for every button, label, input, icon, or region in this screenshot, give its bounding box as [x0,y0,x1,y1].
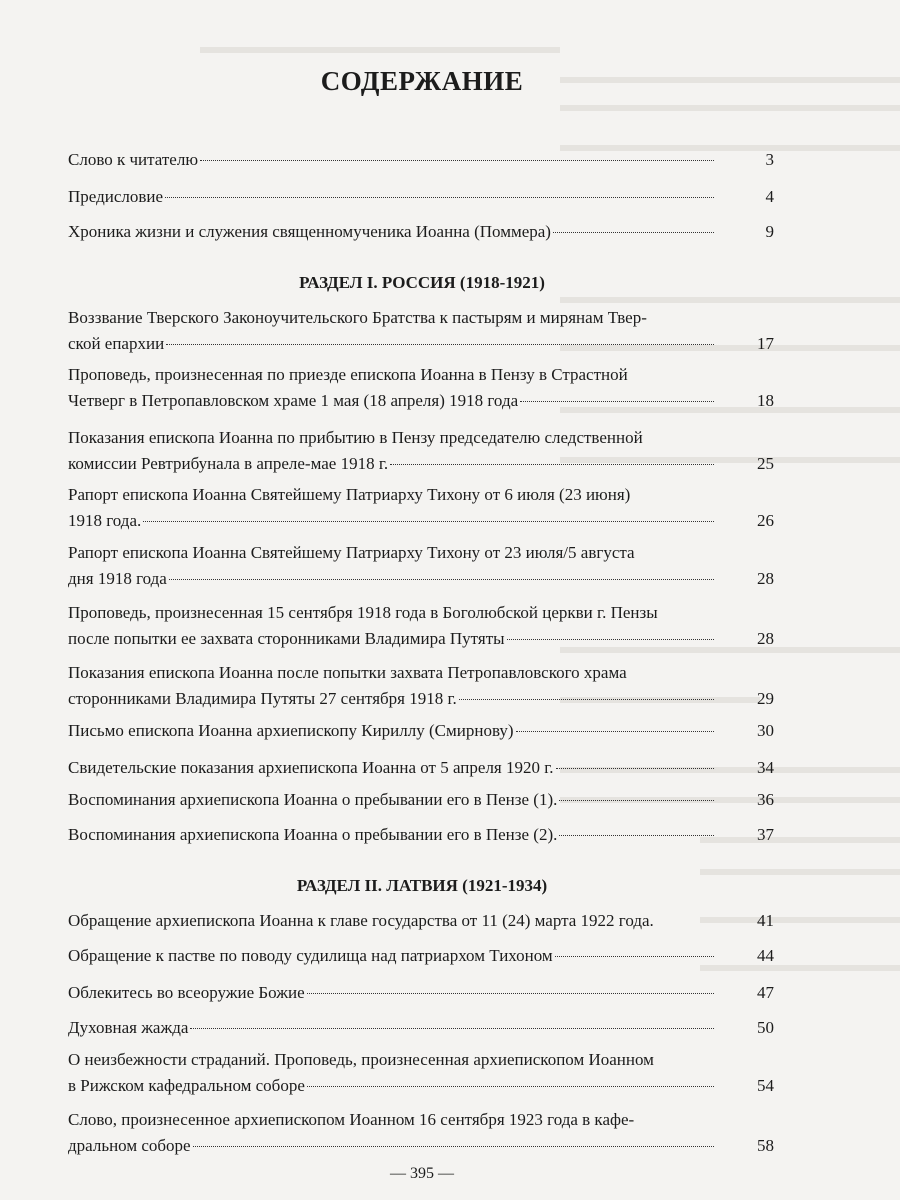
entry-text: дня 1918 года [68,569,167,588]
toc-entry [68,362,774,414]
page-number: 25 [757,454,774,473]
dot-leader [190,1028,714,1029]
page-folio: — 395 — [390,1165,454,1182]
dot-leader [553,232,714,233]
entry-text: после попытки ее захвата сторонниками Владимира Путяты [68,629,505,648]
entry-text: Воззвание Тверского Законоучительского Братства к пастырям и мирянам Твер- [68,308,647,327]
toc-entry [68,1107,774,1159]
toc-entry [68,219,774,245]
entry-text: Воспоминания архиепископа Иоанна о пребывании его в Пензе (2). [68,825,558,844]
toc-entry [68,1015,774,1041]
dot-leader [520,401,714,402]
page-number: 3 [765,150,774,169]
page-number: 47 [757,983,774,1002]
dot-leader [390,464,714,465]
toc-entry [68,540,774,592]
entry-text: Слово, произнесенное архиепископом Иоанном 16 сентября 1923 года в кафе- [68,1110,635,1129]
entry-text: Обращение архиепископа Иоанна к главе государства от 11 (24) марта 1922 года. [68,911,654,930]
toc-entry [68,787,774,813]
entry-text: ской епархии [68,334,165,353]
page-number: 28 [757,569,774,588]
dot-leader [307,1086,714,1087]
dot-leader [169,579,714,580]
page-number: 50 [757,1018,774,1037]
entry-text: Письмо епископа Иоанна архиепископу Кириллу (Смирнову) [68,721,514,740]
entry-text: Четверг в Петропавловском храме 1 мая (18 апреля) 1918 года [68,391,519,410]
page-number: 17 [757,334,774,353]
page-number: 44 [757,946,774,965]
entry-text: 1918 года. [68,511,142,530]
page-number: 26 [757,511,774,530]
entry-text: Проповедь, произнесенная 15 сентября 1918 года в Боголюбской церкви г. Пензы [68,603,658,622]
entry-text: Рапорт епископа Иоанна Святейшему Патриарху Тихону от 6 июля (23 июня) [68,485,631,504]
section-heading: РАЗДЕЛ II. ЛАТВИЯ (1921-1934) [296,876,548,895]
entry-text: дральном соборе [68,1136,191,1155]
toc-entry [68,482,774,534]
entry-text: Духовная жажда [68,1018,189,1037]
entry-text: Хроника жизни и служения священномученика Иоанна (Поммера) [68,222,551,241]
page-number: 41 [757,911,774,930]
dot-leader [200,160,714,161]
page-number: 29 [757,689,774,708]
dot-leader [166,344,714,345]
entry-text: Показания епископа Иоанна по прибытию в Пензу председателю следственной [68,428,643,447]
dot-leader [555,956,714,957]
page-number: 28 [757,629,774,648]
dot-leader [165,197,714,198]
entry-text: О неизбежности страданий. Проповедь, произнесенная архиепископом Иоанном [68,1050,654,1069]
toc-entry [68,425,774,477]
toc-entry [68,980,774,1006]
toc-entry [68,943,774,969]
entry-text: Облекитесь во всеоружие Божие [68,983,305,1002]
toc-entry [68,908,774,934]
dot-leader [559,800,714,801]
dot-leader [516,731,714,732]
entry-text: Слово к читателю [68,150,199,169]
entry-text: Проповедь, произнесенная по приезде епископа Иоанна в Пензу в Страстной [68,365,628,384]
dot-leader [559,835,714,836]
toc-entry [68,755,774,781]
entry-text: в Рижском кафедральном соборе [68,1076,305,1095]
toc-entry [68,660,774,712]
entry-text: Свидетельские показания архиепископа Иоанна от 5 апреля 1920 г. [68,758,554,777]
toc-entry [68,184,774,210]
dot-leader [507,639,714,640]
entry-text: комиссии Ревтрибунала в апреле-мае 1918 г. [68,454,389,473]
toc-entry [68,600,774,652]
page-title: СОДЕРЖАНИЕ [320,66,524,96]
toc-entry [68,305,774,357]
page-number: 9 [765,222,774,241]
page-number: 54 [757,1076,774,1095]
dot-leader [143,521,714,522]
toc-entry [68,1047,774,1099]
entry-text: Показания епископа Иоанна после попытки захвата Петропавловского храма [68,663,627,682]
entry-text: Предисловие [68,187,164,206]
toc-entry [68,822,774,848]
toc-entry [68,147,774,173]
page-number: 36 [757,790,774,809]
page-number: 4 [765,187,774,206]
entry-text: Обращение к пастве по поводу судилища над патриархом Тихоном [68,946,553,965]
entry-text: Рапорт епископа Иоанна Святейшему Патриарху Тихону от 23 июля/5 августа [68,543,635,562]
entry-text: Воспоминания архиепископа Иоанна о пребывании его в Пензе (1). [68,790,558,809]
page-number: 18 [757,391,774,410]
page-number: 34 [757,758,774,777]
page-number: 37 [757,825,774,844]
dot-leader [459,699,714,700]
dot-leader [193,1146,714,1147]
toc-entry [68,718,774,744]
page-number: 30 [757,721,774,740]
entry-text: сторонниками Владимира Путяты 27 сентября 1918 г. [68,689,457,708]
page-number: 58 [757,1136,774,1155]
dot-leader [556,768,714,769]
section-heading: РАЗДЕЛ I. РОССИЯ (1918-1921) [299,273,545,292]
dot-leader [307,993,714,994]
